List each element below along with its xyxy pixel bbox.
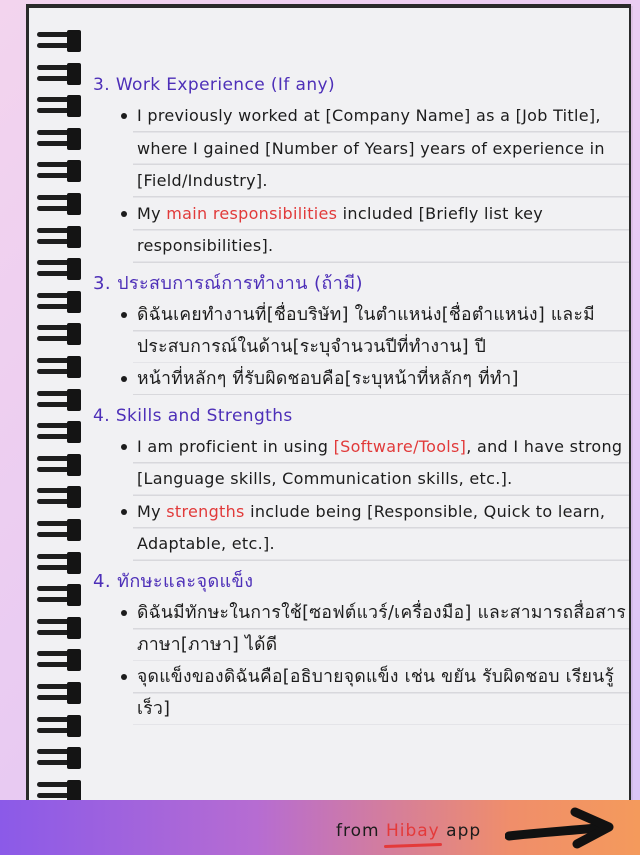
spiral-ring-icon: [37, 647, 83, 673]
spiral-ring-icon: [37, 224, 83, 250]
spiral-ring-icon: [37, 354, 83, 380]
spiral-ring-icon: [37, 158, 83, 184]
page-content: [93, 70, 631, 725]
list-item: [93, 363, 631, 395]
body-text: I am proficient in using: [137, 436, 334, 456]
body-text: My: [137, 501, 167, 521]
spiral-ring-icon: [37, 582, 83, 608]
spiral-ring-icon: [37, 28, 83, 54]
spiral-ring-icon: [37, 256, 83, 282]
body-text: ดิฉันมีทักษะในการใช้[ซอฟต์แวร์/เครื่องมือ] และสามารถสื่อสารภาษา[ภาษา] ได้ดี: [137, 602, 627, 655]
spiral-ring-icon: [37, 419, 83, 445]
spiral-ring-icon: [37, 289, 83, 315]
body-text: , and I have strong [Language skills, Communication skills, etc.].: [137, 436, 623, 488]
bullet-list: [93, 299, 631, 395]
spiral-ring-icon: [37, 191, 83, 217]
body-text: My: [137, 203, 167, 223]
spiral-ring-icon: [37, 387, 83, 413]
body-text: จุดแข็งของดิฉันคือ[อธิบายจุดแข็ง เช่น ขยัน รับผิดชอบ เรียนรู้เร็ว]: [137, 666, 615, 719]
highlight-text: [Software/Tools]: [333, 436, 467, 456]
spiral-ring-icon: [37, 321, 83, 347]
spiral-ring-icon: [37, 93, 83, 119]
right-arrow-icon: [505, 806, 617, 850]
spiral-ring-icon: [37, 517, 83, 543]
section-heading: 3. ประสบการณ์การทำงาน (ถ้ามี): [93, 272, 363, 294]
spiral-ring-icon: [37, 550, 83, 576]
highlight-text: strengths: [166, 501, 245, 521]
spiral-ring-icon: [37, 484, 83, 510]
spiral-ring-icon: [37, 126, 83, 152]
spiral-ring-icon: [37, 615, 83, 641]
section-3: [93, 401, 631, 561]
list-item: [93, 100, 631, 198]
list-item: [93, 198, 631, 263]
spiral-ring-icon: [37, 61, 83, 87]
highlight-text: main responsibilities: [166, 203, 338, 223]
list-item: [93, 299, 631, 363]
footer-credit: [336, 821, 481, 841]
list-item: [93, 496, 631, 561]
bullet-list: [93, 597, 631, 725]
footer-prefix: from: [336, 821, 386, 841]
section-heading: 4. ทักษะและจุดแข็ง: [93, 570, 254, 592]
bullet-list: [93, 431, 631, 561]
list-item: [93, 431, 631, 496]
section-4: [93, 567, 631, 725]
section-2: [93, 269, 631, 395]
spiral-binding: [37, 28, 83, 798]
section-1: [93, 70, 631, 263]
body-text: include being [Responsible, Quick to learn, Adaptable, etc.].: [137, 501, 606, 553]
body-text: included [Briefly list key responsibilities].: [137, 203, 544, 255]
list-item: [93, 661, 631, 725]
footer-bar: [0, 800, 640, 855]
footer-suffix: app: [439, 821, 482, 841]
spiral-ring-icon: [37, 680, 83, 706]
body-text: ดิฉันเคยทำงานที่[ชื่อบริษัท] ในตำแหน่ง[ชื่อตำแหน่ง] และมีประสบการณ์ในด้าน[ระบุจำนวนปีที่ทำงาน] ปี: [137, 304, 595, 357]
spiral-ring-icon: [37, 713, 83, 739]
list-item: [93, 597, 631, 661]
spiral-ring-icon: [37, 745, 83, 771]
brand-name[interactable]: Hibay: [385, 821, 440, 841]
body-text: I previously worked at [Company Name] as a [Job Title], where I gained [Number of Years] years of experience in [Field/Industry].: [137, 106, 605, 190]
body-text: หน้าที่หลักๆ ที่รับผิดชอบคือ[ระบุหน้าที่หลักๆ ที่ทำ]: [137, 368, 519, 389]
notebook-page: [26, 4, 631, 808]
spiral-ring-icon: [37, 452, 83, 478]
bullet-list: [93, 100, 631, 263]
section-heading: 4. Skills and Strengths: [93, 405, 293, 426]
section-heading: 3. Work Experience (If any): [93, 75, 336, 95]
